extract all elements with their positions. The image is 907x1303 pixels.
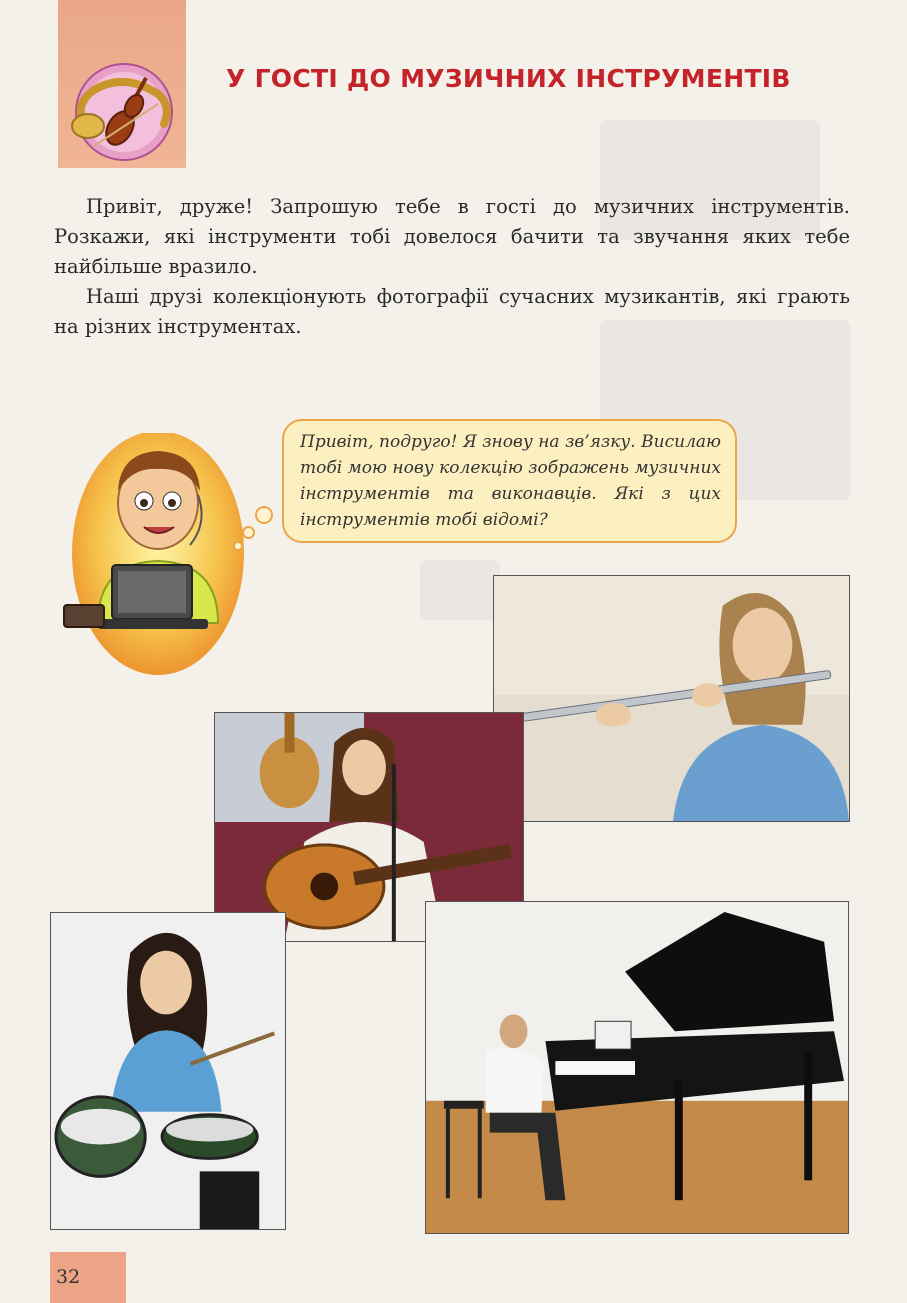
speech-bubble xyxy=(282,419,737,543)
thought-dot-large xyxy=(255,506,273,524)
bleed-through-shadow xyxy=(420,560,500,620)
thought-dot-small xyxy=(233,541,243,551)
boy-with-laptop-icon xyxy=(58,433,244,677)
violin-horn-emblem-icon xyxy=(54,54,194,166)
page-title: У ГОСТІ ДО МУЗИЧНИХ ІНСТРУМЕНТІВ xyxy=(226,64,791,93)
pianist-grand-piano-photo xyxy=(425,901,849,1234)
intro-paragraph: Привіт, друже! Запрошую тебе в гості до музичних інструментів. Розкажи, які інструменти тобі довелося бачити та звучання яких тебе найбільше вразило. xyxy=(54,195,850,278)
drummer-woman-photo xyxy=(50,912,286,1230)
collection-paragraph: Наші друзі колекціонують фотографії сучасних музикантів, які грають на різних інструментах. xyxy=(54,285,850,338)
flute-player-girl-photo xyxy=(493,575,850,822)
page-number: 32 xyxy=(56,1266,81,1288)
speech-bubble-text: Привіт, подруго! Я знову на зв’язку. Висилаю тобі мою нову колекцію зображень музичних інструментів та виконавців. Які з цих інструментів тобі відомі? xyxy=(300,432,721,530)
thought-dot-medium xyxy=(242,526,255,539)
